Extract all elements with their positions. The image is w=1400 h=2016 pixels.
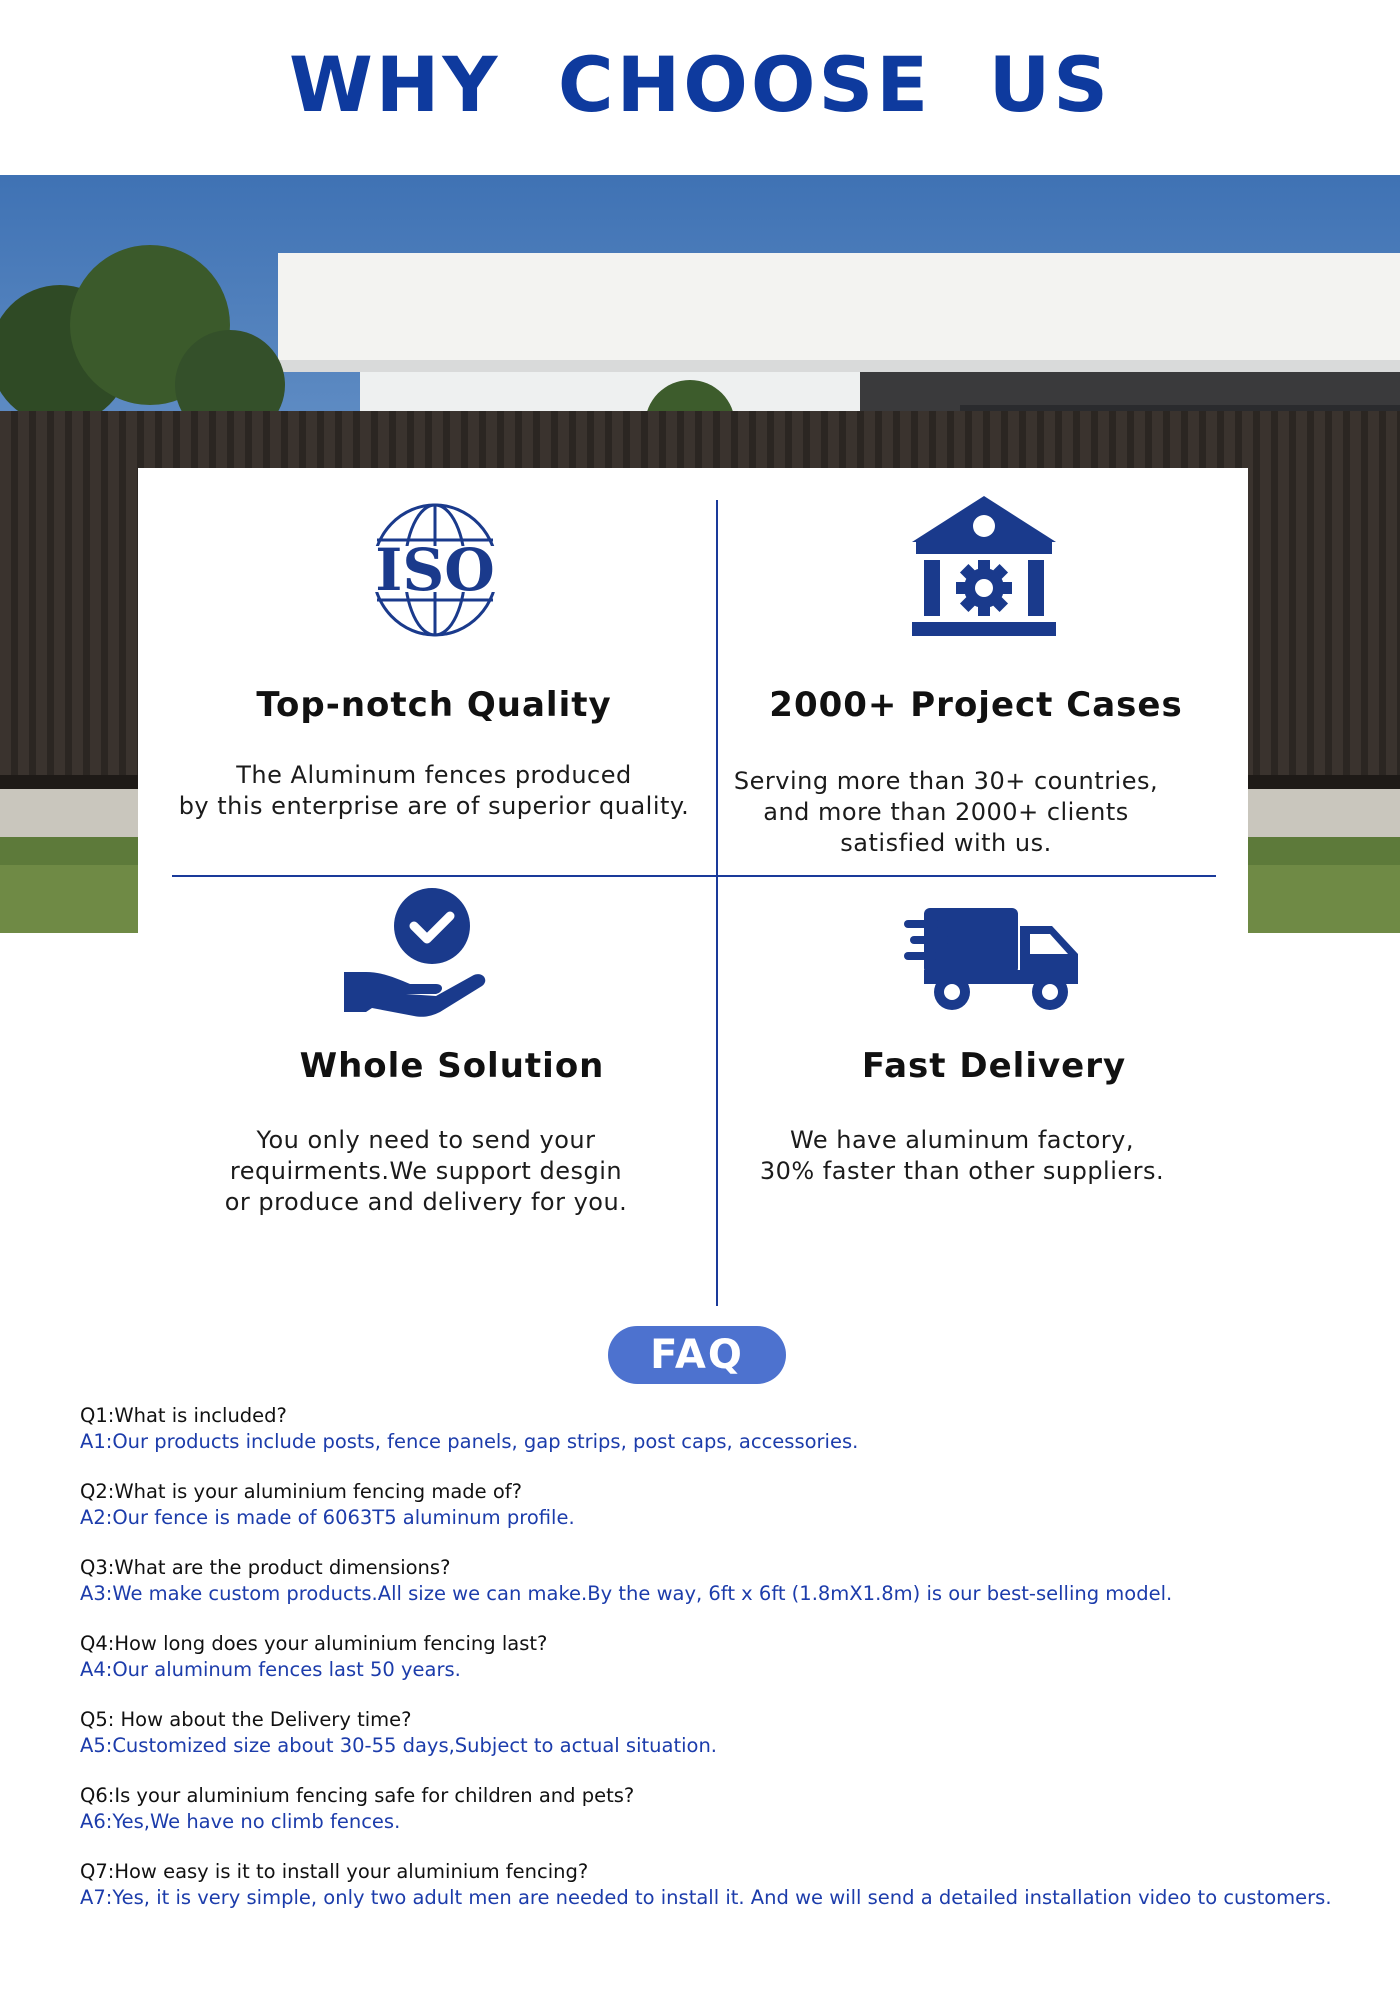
faq-answer: A7:Yes, it is very simple, only two adult men are needed to install it. And we will send a detailed installation video to customers. [80,1886,1332,1909]
faq-answer: A1:Our products include posts, fence panels, gap strips, post caps, accessories. [80,1430,859,1453]
feature-line: Serving more than 30+ countries, [733,767,1159,795]
faq-list [80,1403,1380,1935]
faq-item [80,1631,1380,1707]
features-card [138,468,1248,1328]
faq-answer: A4:Our aluminum fences last 50 years. [80,1658,461,1681]
faq-question: Q1:What is included? [80,1404,287,1427]
feature-line: You only need to send your [256,1126,596,1154]
factory-gear-icon [912,496,1056,638]
feature-line: by this enterprise are of superior quality. [178,792,690,820]
feature-line: requirments.We support desgin [229,1157,623,1185]
faq-question: Q7:How easy is it to install your aluminium fencing? [80,1860,589,1883]
feature-line: satisfied with us. [840,829,1052,857]
delivery-truck-icon [904,908,1080,1014]
faq-answer: A6:Yes,We have no climb fences. [80,1810,401,1833]
svg-text:ISO: ISO [375,536,495,604]
feature-title: Top-notch Quality [256,685,612,725]
hand-check-icon [344,888,488,1018]
faq-question: Q2:What is your aluminium fencing made of? [80,1480,523,1503]
faq-item [80,1403,1380,1479]
feature-line: and more than 2000+ clients [763,798,1129,826]
feature-title: 2000+ Project Cases [769,685,1183,725]
faq-item [80,1783,1380,1859]
faq-item [80,1479,1380,1555]
faq-answer: A5:Customized size about 30-55 days,Subject to actual situation. [80,1734,717,1757]
feature-projects [706,468,1246,868]
feature-delivery [728,878,1268,1318]
feature-line: or produce and delivery for you. [224,1188,628,1216]
faq-question: Q3:What are the product dimensions? [80,1556,451,1579]
faq-item [80,1707,1380,1783]
page-title: WHY CHOOSE US [288,40,1112,129]
faq-answer: A2:Our fence is made of 6063T5 aluminum profile. [80,1506,575,1529]
feature-line: We have aluminum factory, [790,1126,1134,1154]
feature-title: Fast Delivery [861,1046,1127,1086]
faq-label: FAQ [608,1326,786,1384]
faq-question: Q5: How about the Delivery time? [80,1708,412,1731]
faq-answer: A3:We make custom products.All size we can make.By the way, 6ft x 6ft (1.8mX1.8m) is our best-selling model. [80,1582,1173,1605]
feature-title: Whole Solution [299,1046,605,1086]
feature-solution [182,878,722,1318]
feature-line: The Aluminum fences produced [236,761,632,789]
feature-quality [164,468,704,868]
faq-question: Q4:How long does your aluminium fencing last? [80,1632,548,1655]
faq-item [80,1859,1380,1935]
iso-globe-icon [349,500,521,640]
horizontal-divider [172,875,1216,877]
faq-question: Q6:Is your aluminium fencing safe for children and pets? [80,1784,635,1807]
feature-line: 30% faster than other suppliers. [759,1157,1165,1185]
faq-item [80,1555,1380,1631]
